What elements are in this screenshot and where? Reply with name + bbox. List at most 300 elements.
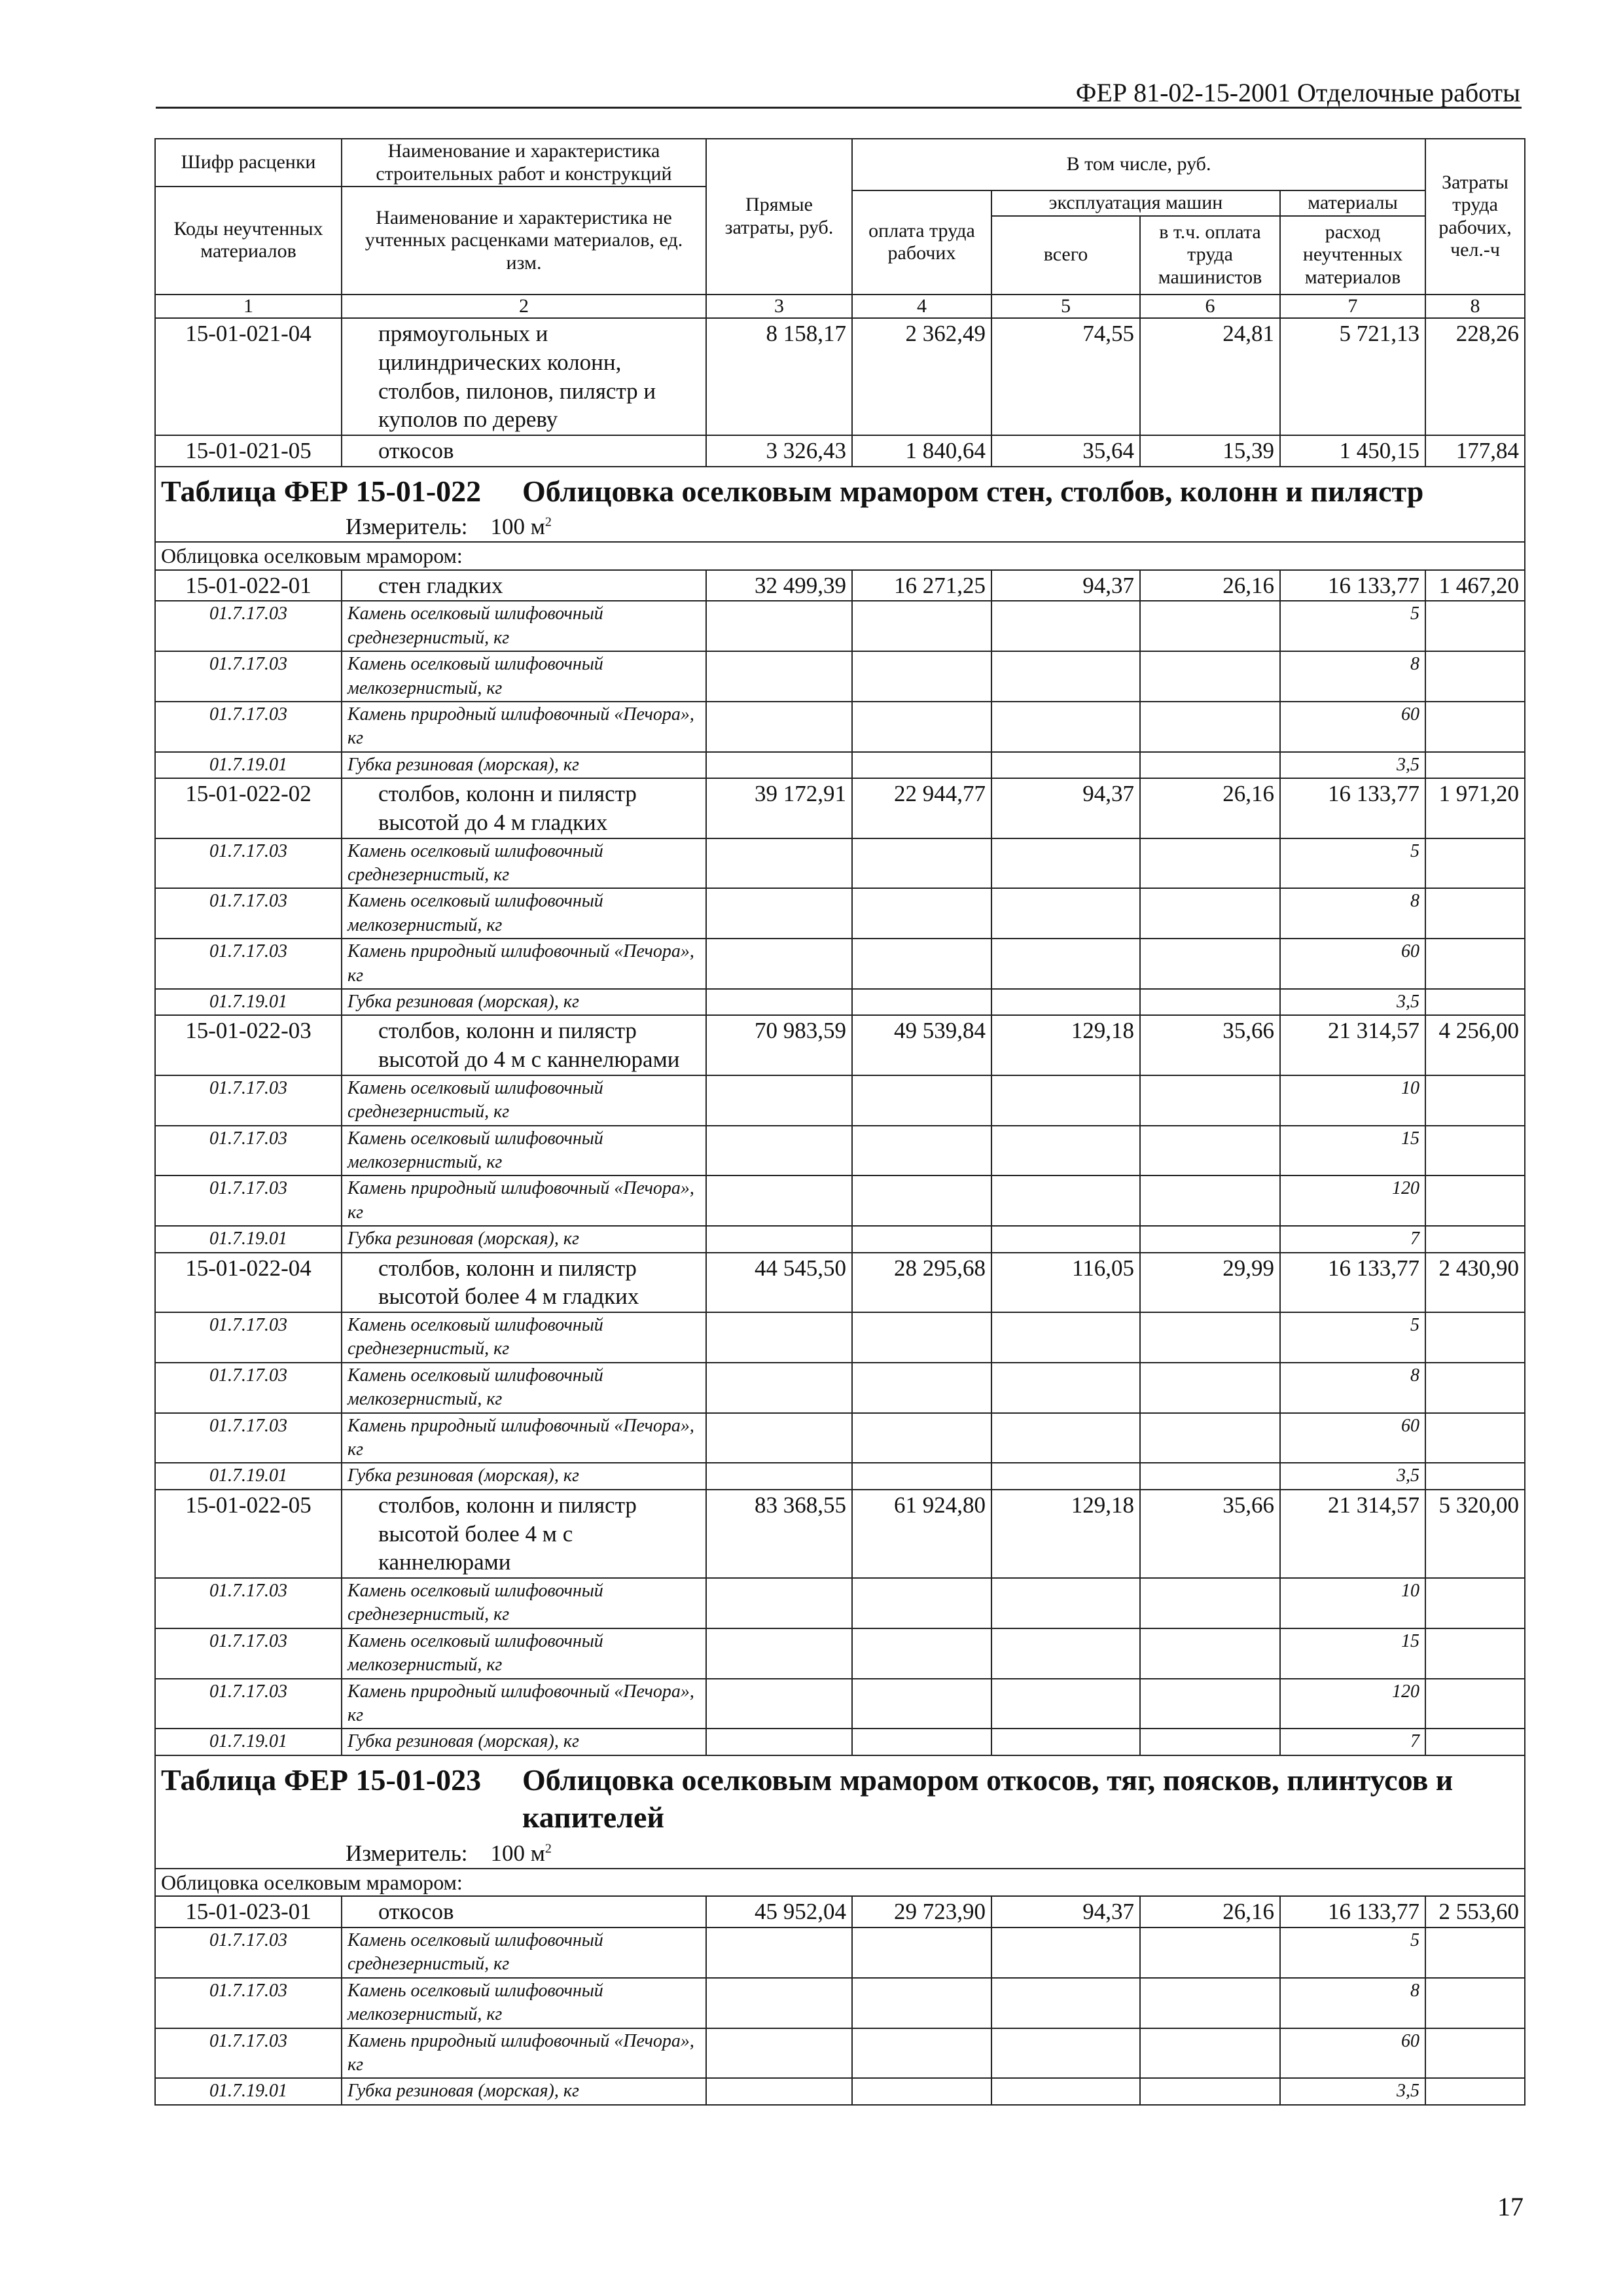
- material-name: Камень природный шлифовочный «Печора», кг: [342, 1679, 706, 1729]
- material-name: Камень оселковый шлифовочный среднезернистый, кг: [342, 838, 706, 889]
- empty-cell: [706, 1978, 852, 2028]
- material-quantity: 60: [1280, 702, 1425, 752]
- meter-exponent: 2: [544, 514, 552, 529]
- labor-costs: 2 430,90: [1425, 1253, 1525, 1313]
- header-materials: материалы: [1280, 190, 1425, 216]
- material-code: 01.7.17.03: [155, 1978, 342, 2028]
- table-caption: Облицовка оселковым мрамором:: [155, 1869, 1525, 1896]
- table-title-row: [155, 467, 1525, 543]
- labor-costs: 5 320,00: [1425, 1490, 1525, 1578]
- empty-cell: [852, 939, 991, 989]
- material-quantity: 3,5: [1280, 1463, 1425, 1489]
- empty-cell: [991, 752, 1140, 778]
- empty-cell: [706, 651, 852, 702]
- header-name: Наименование и характеристика строительных работ и конструкций: [342, 139, 706, 187]
- material-row: [155, 601, 1525, 651]
- rate-name: откосов: [342, 1896, 706, 1928]
- machines-total: 129,18: [991, 1490, 1140, 1578]
- material-quantity: 15: [1280, 1126, 1425, 1176]
- material-quantity: 60: [1280, 1413, 1425, 1463]
- machinist-pay: 24,81: [1140, 318, 1280, 435]
- col-number: 6: [1140, 295, 1280, 319]
- empty-cell: [991, 702, 1140, 752]
- rate-name: столбов, колонн и пилястр высотой более 4 м гладких: [342, 1253, 706, 1313]
- material-code: 01.7.19.01: [155, 752, 342, 778]
- material-quantity: 5: [1280, 1312, 1425, 1363]
- col-number: 4: [852, 295, 991, 319]
- empty-cell: [852, 1679, 991, 1729]
- empty-cell: [991, 1175, 1140, 1226]
- material-row: [155, 2028, 1525, 2079]
- materials-cost: 16 133,77: [1280, 1896, 1425, 1928]
- empty-cell: [1425, 651, 1525, 702]
- worker-pay: 61 924,80: [852, 1490, 991, 1578]
- empty-cell: [852, 1312, 991, 1363]
- direct-costs: 70 983,59: [706, 1015, 852, 1075]
- empty-cell: [991, 2028, 1140, 2079]
- material-name: Камень природный шлифовочный «Печора», кг: [342, 1175, 706, 1226]
- empty-cell: [852, 651, 991, 702]
- rate-name: столбов, колонн и пилястр высотой до 4 м с каннелюрами: [342, 1015, 706, 1075]
- empty-cell: [991, 1413, 1140, 1463]
- material-name: Камень природный шлифовочный «Печора», кг: [342, 939, 706, 989]
- material-code: 01.7.17.03: [155, 1628, 342, 1679]
- material-quantity: 120: [1280, 1679, 1425, 1729]
- empty-cell: [1140, 702, 1280, 752]
- empty-cell: [1140, 1978, 1280, 2028]
- col-number: 5: [991, 295, 1140, 319]
- rate-row: [155, 318, 1525, 435]
- material-row: [155, 1679, 1525, 1729]
- material-quantity: 5: [1280, 838, 1425, 889]
- empty-cell: [852, 2078, 991, 2104]
- empty-cell: [1425, 838, 1525, 889]
- empty-cell: [1140, 1729, 1280, 1755]
- empty-cell: [1140, 1175, 1280, 1226]
- empty-cell: [852, 702, 991, 752]
- material-row: [155, 1578, 1525, 1628]
- empty-cell: [1140, 888, 1280, 939]
- material-name: Камень оселковый шлифовочный мелкозернистый, кг: [342, 1126, 706, 1176]
- machinist-pay: 29,99: [1140, 1253, 1280, 1313]
- machinist-pay: 15,39: [1140, 435, 1280, 467]
- material-row: [155, 1175, 1525, 1226]
- machinist-pay: 35,66: [1140, 1015, 1280, 1075]
- empty-cell: [991, 1226, 1140, 1252]
- rate-row: [155, 1015, 1525, 1075]
- empty-cell: [852, 1628, 991, 1679]
- empty-cell: [706, 1226, 852, 1252]
- direct-costs: 3 326,43: [706, 435, 852, 467]
- rate-code: 15-01-021-05: [155, 435, 342, 467]
- material-code: 01.7.17.03: [155, 838, 342, 889]
- empty-cell: [1425, 601, 1525, 651]
- direct-costs: 83 368,55: [706, 1490, 852, 1578]
- material-quantity: 3,5: [1280, 2078, 1425, 2104]
- empty-cell: [1140, 1363, 1280, 1413]
- rate-name: столбов, колонн и пилястр высотой более 4 м с каннелюрами: [342, 1490, 706, 1578]
- direct-costs: 32 499,39: [706, 570, 852, 601]
- empty-cell: [991, 888, 1140, 939]
- table-label: Таблица ФЕР 15-01-023: [161, 1763, 482, 1797]
- labor-costs: 1 467,20: [1425, 570, 1525, 601]
- rate-code: 15-01-021-04: [155, 318, 342, 435]
- table-label: Таблица ФЕР 15-01-022: [161, 474, 482, 508]
- empty-cell: [706, 888, 852, 939]
- material-name: Камень оселковый шлифовочный мелкозернистый, кг: [342, 888, 706, 939]
- empty-cell: [706, 1679, 852, 1729]
- empty-cell: [1140, 1928, 1280, 1978]
- header-machines: эксплуатация машин: [991, 190, 1280, 216]
- empty-cell: [852, 2028, 991, 2079]
- rates-table: [154, 138, 1525, 2106]
- material-code: 01.7.17.03: [155, 1578, 342, 1628]
- table-caption: Облицовка оселковым мрамором:: [155, 542, 1525, 569]
- material-code: 01.7.17.03: [155, 939, 342, 989]
- empty-cell: [706, 1175, 852, 1226]
- material-row: [155, 1729, 1525, 1755]
- rate-code: 15-01-022-01: [155, 570, 342, 601]
- labor-costs: 1 971,20: [1425, 778, 1525, 838]
- header-machinist-pay: в т.ч. оплата труда машинистов: [1140, 216, 1280, 295]
- material-row: [155, 1928, 1525, 1978]
- machines-total: 94,37: [991, 570, 1140, 601]
- material-row: [155, 1126, 1525, 1176]
- material-row: [155, 1226, 1525, 1252]
- empty-cell: [1425, 1679, 1525, 1729]
- header-incl: В том числе, руб.: [852, 139, 1425, 190]
- material-row: [155, 2078, 1525, 2104]
- empty-cell: [706, 752, 852, 778]
- material-row: [155, 1413, 1525, 1463]
- material-row: [155, 1363, 1525, 1413]
- empty-cell: [991, 1578, 1140, 1628]
- empty-cell: [991, 1978, 1140, 2028]
- material-quantity: 5: [1280, 601, 1425, 651]
- header-material-name: Наименование и характеристика не учтенных расценками материалов, ед. изм.: [342, 187, 706, 295]
- worker-pay: 2 362,49: [852, 318, 991, 435]
- table-title: Облицовка оселковым мрамором стен, столбов, колонн и пилястр: [522, 474, 1424, 508]
- empty-cell: [852, 1729, 991, 1755]
- material-quantity: 8: [1280, 888, 1425, 939]
- material-name: Камень оселковый шлифовочный мелкозернистый, кг: [342, 1978, 706, 2028]
- material-code: 01.7.19.01: [155, 1226, 342, 1252]
- material-quantity: 10: [1280, 1075, 1425, 1126]
- meter: [156, 1840, 1524, 1868]
- empty-cell: [1425, 1413, 1525, 1463]
- material-name: Губка резиновая (морская), кг: [342, 1226, 706, 1252]
- empty-cell: [706, 702, 852, 752]
- empty-cell: [1425, 1928, 1525, 1978]
- material-quantity: 5: [1280, 1928, 1425, 1978]
- material-quantity: 120: [1280, 1175, 1425, 1226]
- material-name: Губка резиновая (морская), кг: [342, 2078, 706, 2104]
- meter-value: 100 м: [490, 514, 545, 540]
- material-name: Губка резиновая (морская), кг: [342, 989, 706, 1015]
- empty-cell: [852, 989, 991, 1015]
- empty-cell: [1425, 1463, 1525, 1489]
- materials-cost: 5 721,13: [1280, 318, 1425, 435]
- meter-label: Измеритель:: [346, 514, 468, 540]
- empty-cell: [991, 1628, 1140, 1679]
- machinist-pay: 35,66: [1140, 1490, 1280, 1578]
- meter-value: 100 м: [490, 1840, 545, 1866]
- material-quantity: 7: [1280, 1226, 1425, 1252]
- material-name: Камень оселковый шлифовочный мелкозернистый, кг: [342, 1363, 706, 1413]
- empty-cell: [991, 601, 1140, 651]
- empty-cell: [1425, 1729, 1525, 1755]
- empty-cell: [991, 939, 1140, 989]
- empty-cell: [1140, 1463, 1280, 1489]
- rate-name: откосов: [342, 435, 706, 467]
- worker-pay: 1 840,64: [852, 435, 991, 467]
- materials-cost: 16 133,77: [1280, 778, 1425, 838]
- empty-cell: [991, 651, 1140, 702]
- empty-cell: [706, 2028, 852, 2079]
- empty-cell: [1425, 752, 1525, 778]
- material-code: 01.7.17.03: [155, 1413, 342, 1463]
- labor-costs: 228,26: [1425, 318, 1525, 435]
- empty-cell: [706, 2078, 852, 2104]
- material-name: Камень оселковый шлифовочный среднезернистый, кг: [342, 1928, 706, 1978]
- material-code: 01.7.17.03: [155, 702, 342, 752]
- empty-cell: [1425, 1363, 1525, 1413]
- direct-costs: 39 172,91: [706, 778, 852, 838]
- material-name: Губка резиновая (морская), кг: [342, 1729, 706, 1755]
- material-code: 01.7.17.03: [155, 1679, 342, 1729]
- empty-cell: [706, 838, 852, 889]
- material-code: 01.7.17.03: [155, 1312, 342, 1363]
- header-rule: [156, 107, 1522, 109]
- header-labor-costs: Затраты труда рабочих, чел.-ч: [1425, 139, 1525, 295]
- empty-cell: [706, 1312, 852, 1363]
- material-name: Камень природный шлифовочный «Печора», кг: [342, 702, 706, 752]
- material-code: 01.7.17.03: [155, 601, 342, 651]
- material-row: [155, 702, 1525, 752]
- meter-label: Измеритель:: [346, 1840, 468, 1866]
- empty-cell: [852, 1463, 991, 1489]
- material-name: Камень природный шлифовочный «Печора», кг: [342, 1413, 706, 1463]
- material-quantity: 8: [1280, 1363, 1425, 1413]
- empty-cell: [706, 1126, 852, 1176]
- material-quantity: 7: [1280, 1729, 1425, 1755]
- empty-cell: [1140, 1075, 1280, 1126]
- empty-cell: [852, 1126, 991, 1176]
- material-row: [155, 752, 1525, 778]
- material-code: 01.7.17.03: [155, 888, 342, 939]
- machines-total: 35,64: [991, 435, 1140, 467]
- material-name: Камень природный шлифовочный «Печора», кг: [342, 2028, 706, 2079]
- rate-row: [155, 570, 1525, 601]
- empty-cell: [706, 989, 852, 1015]
- empty-cell: [991, 1312, 1140, 1363]
- empty-cell: [706, 1628, 852, 1679]
- empty-cell: [1140, 939, 1280, 989]
- empty-cell: [991, 1679, 1140, 1729]
- material-row: [155, 1075, 1525, 1126]
- machines-total: 74,55: [991, 318, 1140, 435]
- empty-cell: [1140, 601, 1280, 651]
- worker-pay: 16 271,25: [852, 570, 991, 601]
- empty-cell: [852, 1978, 991, 2028]
- material-row: [155, 1312, 1525, 1363]
- empty-cell: [991, 1075, 1140, 1126]
- material-row: [155, 1463, 1525, 1489]
- empty-cell: [852, 1363, 991, 1413]
- rate-code: 15-01-022-02: [155, 778, 342, 838]
- empty-cell: [991, 1363, 1140, 1413]
- empty-cell: [1425, 1578, 1525, 1628]
- machines-total: 116,05: [991, 1253, 1140, 1313]
- empty-cell: [991, 2078, 1140, 2104]
- material-quantity: 60: [1280, 2028, 1425, 2079]
- material-row: [155, 838, 1525, 889]
- rate-name: стен гладких: [342, 570, 706, 601]
- empty-cell: [1425, 1175, 1525, 1226]
- meter-exponent: 2: [544, 1841, 552, 1856]
- empty-cell: [1140, 1413, 1280, 1463]
- worker-pay: 29 723,90: [852, 1896, 991, 1928]
- direct-costs: 44 545,50: [706, 1253, 852, 1313]
- material-row: [155, 939, 1525, 989]
- empty-cell: [852, 1226, 991, 1252]
- material-row: [155, 1978, 1525, 2028]
- material-name: Губка резиновая (морская), кг: [342, 1463, 706, 1489]
- material-code: 01.7.17.03: [155, 1175, 342, 1226]
- empty-cell: [852, 1578, 991, 1628]
- meter: [156, 514, 1524, 541]
- material-code: 01.7.19.01: [155, 1729, 342, 1755]
- material-code: 01.7.17.03: [155, 1075, 342, 1126]
- empty-cell: [706, 1413, 852, 1463]
- col-number: 7: [1280, 295, 1425, 319]
- empty-cell: [706, 601, 852, 651]
- labor-costs: 177,84: [1425, 435, 1525, 467]
- empty-cell: [1140, 651, 1280, 702]
- empty-cell: [1140, 752, 1280, 778]
- empty-cell: [991, 838, 1140, 889]
- header-code: Шифр расценки: [155, 139, 342, 187]
- labor-costs: 2 553,60: [1425, 1896, 1525, 1928]
- materials-cost: 21 314,57: [1280, 1490, 1425, 1578]
- material-row: [155, 888, 1525, 939]
- worker-pay: 49 539,84: [852, 1015, 991, 1075]
- col-number: 2: [342, 295, 706, 319]
- material-name: Камень оселковый шлифовочный мелкозернистый, кг: [342, 651, 706, 702]
- empty-cell: [1140, 1628, 1280, 1679]
- empty-cell: [1140, 1578, 1280, 1628]
- caption-row: [155, 542, 1525, 569]
- header-material-code: Коды неучтенных материалов: [155, 187, 342, 295]
- material-name: Камень оселковый шлифовочный среднезернистый, кг: [342, 601, 706, 651]
- empty-cell: [1425, 1075, 1525, 1126]
- col-number: 8: [1425, 295, 1525, 319]
- empty-cell: [1140, 1126, 1280, 1176]
- empty-cell: [991, 1729, 1140, 1755]
- material-code: 01.7.17.03: [155, 1126, 342, 1176]
- header-material-use: расход неучтенных материалов: [1280, 216, 1425, 295]
- material-name: Камень оселковый шлифовочный среднезернистый, кг: [342, 1578, 706, 1628]
- empty-cell: [1425, 1226, 1525, 1252]
- empty-cell: [1140, 989, 1280, 1015]
- empty-cell: [706, 1363, 852, 1413]
- material-name: Камень оселковый шлифовочный мелкозернистый, кг: [342, 1628, 706, 1679]
- material-quantity: 10: [1280, 1578, 1425, 1628]
- material-code: 01.7.19.01: [155, 1463, 342, 1489]
- materials-cost: 21 314,57: [1280, 1015, 1425, 1075]
- material-row: [155, 1628, 1525, 1679]
- rate-name: прямоугольных и цилиндрических колонн, столбов, пилонов, пилястр и куполов по дереву: [342, 318, 706, 435]
- material-code: 01.7.17.03: [155, 2028, 342, 2079]
- rate-row: [155, 1253, 1525, 1313]
- machines-total: 129,18: [991, 1015, 1140, 1075]
- empty-cell: [1425, 2028, 1525, 2079]
- material-name: Камень оселковый шлифовочный среднезернистый, кг: [342, 1075, 706, 1126]
- worker-pay: 22 944,77: [852, 778, 991, 838]
- empty-cell: [852, 1175, 991, 1226]
- table-title: Облицовка оселковым мрамором откосов, тяг, поясков, плинтусов и капителей: [522, 1763, 1454, 1835]
- empty-cell: [852, 1413, 991, 1463]
- empty-cell: [1140, 838, 1280, 889]
- machines-total: 94,37: [991, 1896, 1140, 1928]
- material-code: 01.7.19.01: [155, 989, 342, 1015]
- empty-cell: [991, 1126, 1140, 1176]
- empty-cell: [706, 1928, 852, 1978]
- material-code: 01.7.19.01: [155, 2078, 342, 2104]
- materials-cost: 16 133,77: [1280, 1253, 1425, 1313]
- material-code: 01.7.17.03: [155, 651, 342, 702]
- material-row: [155, 651, 1525, 702]
- material-quantity: 3,5: [1280, 989, 1425, 1015]
- col-number: 3: [706, 295, 852, 319]
- empty-cell: [1140, 2028, 1280, 2079]
- rate-row: [155, 435, 1525, 467]
- page-number: 17: [1497, 2192, 1524, 2221]
- table-title-row: [155, 1755, 1525, 1869]
- empty-cell: [1425, 1312, 1525, 1363]
- empty-cell: [706, 1729, 852, 1755]
- empty-cell: [1425, 939, 1525, 989]
- empty-cell: [1140, 1312, 1280, 1363]
- empty-cell: [852, 1928, 991, 1978]
- empty-cell: [852, 1075, 991, 1126]
- caption-row: [155, 1869, 1525, 1896]
- material-quantity: 15: [1280, 1628, 1425, 1679]
- rate-code: 15-01-022-05: [155, 1490, 342, 1578]
- material-name: Губка резиновая (морская), кг: [342, 752, 706, 778]
- rate-code: 15-01-023-01: [155, 1896, 342, 1928]
- header-machines-total: всего: [991, 216, 1140, 295]
- rate-row: [155, 1490, 1525, 1578]
- materials-cost: 1 450,15: [1280, 435, 1425, 467]
- empty-cell: [1140, 2078, 1280, 2104]
- empty-cell: [1140, 1226, 1280, 1252]
- empty-cell: [1425, 989, 1525, 1015]
- empty-cell: [706, 1075, 852, 1126]
- empty-cell: [706, 1578, 852, 1628]
- worker-pay: 28 295,68: [852, 1253, 991, 1313]
- direct-costs: 45 952,04: [706, 1896, 852, 1928]
- material-quantity: 8: [1280, 1978, 1425, 2028]
- materials-cost: 16 133,77: [1280, 570, 1425, 601]
- empty-cell: [991, 989, 1140, 1015]
- rate-row: [155, 778, 1525, 838]
- direct-costs: 8 158,17: [706, 318, 852, 435]
- rate-code: 15-01-022-03: [155, 1015, 342, 1075]
- empty-cell: [852, 601, 991, 651]
- empty-cell: [852, 888, 991, 939]
- empty-cell: [852, 838, 991, 889]
